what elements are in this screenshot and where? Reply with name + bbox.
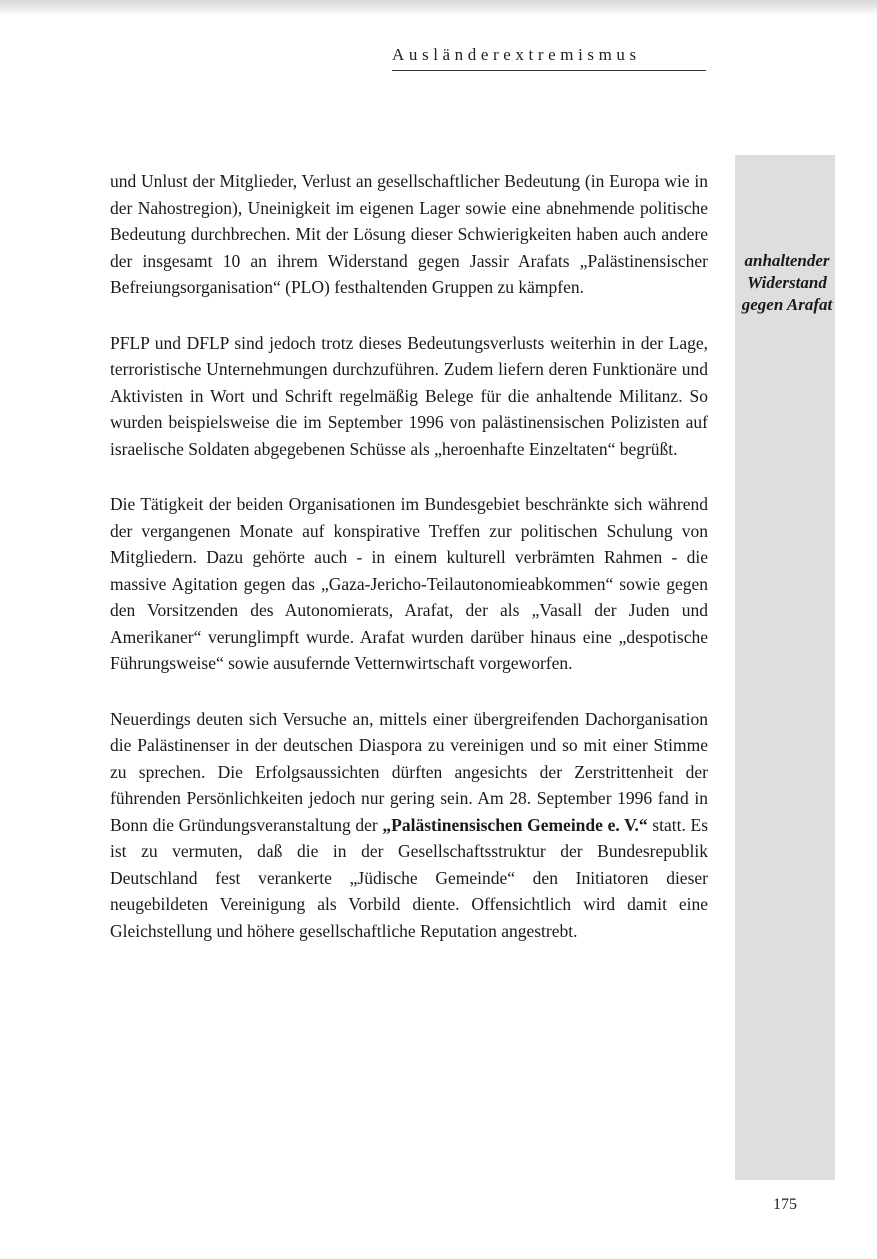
- margin-note-line: gegen Arafat: [741, 295, 833, 314]
- scan-edge: [0, 0, 877, 16]
- paragraph-4-text: Neuerdings deuten sich Versuche an, mittels einer übergreifenden Dachorganisation die Palästinenser in der deutschen Diaspora zu vereinigen und so mit einer Stimme zu sprechen. Die Erfolgsaussichten dürften angesichts der Zerstrittenheit der führenden Persönlichkeiten jedoch nur gering sein. Am 28. September 1996 fand in Bonn die Gründungsveranstaltung der: [110, 708, 708, 835]
- paragraph-4: [110, 706, 708, 945]
- paragraph-4-text-end: statt. Es ist zu vermuten, daß die in der Gesellschaftsstruktur der Bundesrepublik Deutschland fest verankerte „Jüdische Gemeinde“ den Initiatoren dieser neugebildeten Vereinigung als Vorbild diente. Offensichtlich wird damit eine Gleichstellung und höhere gesellschaftliche Reputation angestrebt.: [110, 814, 708, 941]
- margin-note-line: Widerstand: [747, 273, 827, 292]
- paragraph-2: PFLP und DFLP sind jedoch trotz dieses Bedeutungsverlusts weiterhin in der Lage, terroristische Unternehmungen durchzuführen. Zudem liefern deren Funktionäre und Aktivisten in Wort und Schrift regelmäßig Belege für die anhaltende Militanz. So wurden beispielsweise die im September 1996 von palästinensischen Polizisten auf israelische Soldaten abgegebenen Schüsse als „heroenhafte Einzeltaten“ begrüßt.: [110, 332, 708, 459]
- margin-note-line: anhaltender: [744, 251, 830, 270]
- margin-note: [728, 250, 846, 316]
- page-number: 175: [773, 1196, 797, 1213]
- header-rule: [392, 70, 706, 71]
- paragraph-1: und Unlust der Mitglieder, Verlust an gesellschaftlicher Bedeutung (in Europa wie in der Nahostregion), Uneinigkeit im eigenen Lager sowie eine abnehmende politische Bedeutung durchbrechen. Mit der Lösung dieser Schwierigkeiten haben auch andere der insgesamt 10 an ihrem Widerstand gegen Jassir Arafats „Palästinensischer Befreiungsorganisation“ (PLO) festhaltenden Gruppen zu kämpfen.: [110, 171, 708, 297]
- running-header: Ausländerextremismus: [392, 45, 641, 64]
- paragraph-3: Die Tätigkeit der beiden Organisationen im Bundesgebiet beschränkte sich während der vergangenen Monate auf konspirative Treffen zur politischen Schulung von Mitgliedern. Dazu gehörte auch - in einem kulturell verbrämten Rahmen - die massive Agitation gegen das „Gaza-Jericho-Teilautonomieabkommen“ sowie gegen den Vorsitzenden des Autonomierats, Arafat, der als „Vasall der Juden und Amerikaner“ verunglimpft wurde. Arafat wurden darüber hinaus eine „despotische Führungsweise“ sowie ausufernde Vetternwirtschaft vorgeworfen.: [110, 494, 708, 673]
- body-text: [110, 168, 708, 973]
- organization-name: „Palästinensischen Gemeinde e. V.“: [382, 814, 648, 835]
